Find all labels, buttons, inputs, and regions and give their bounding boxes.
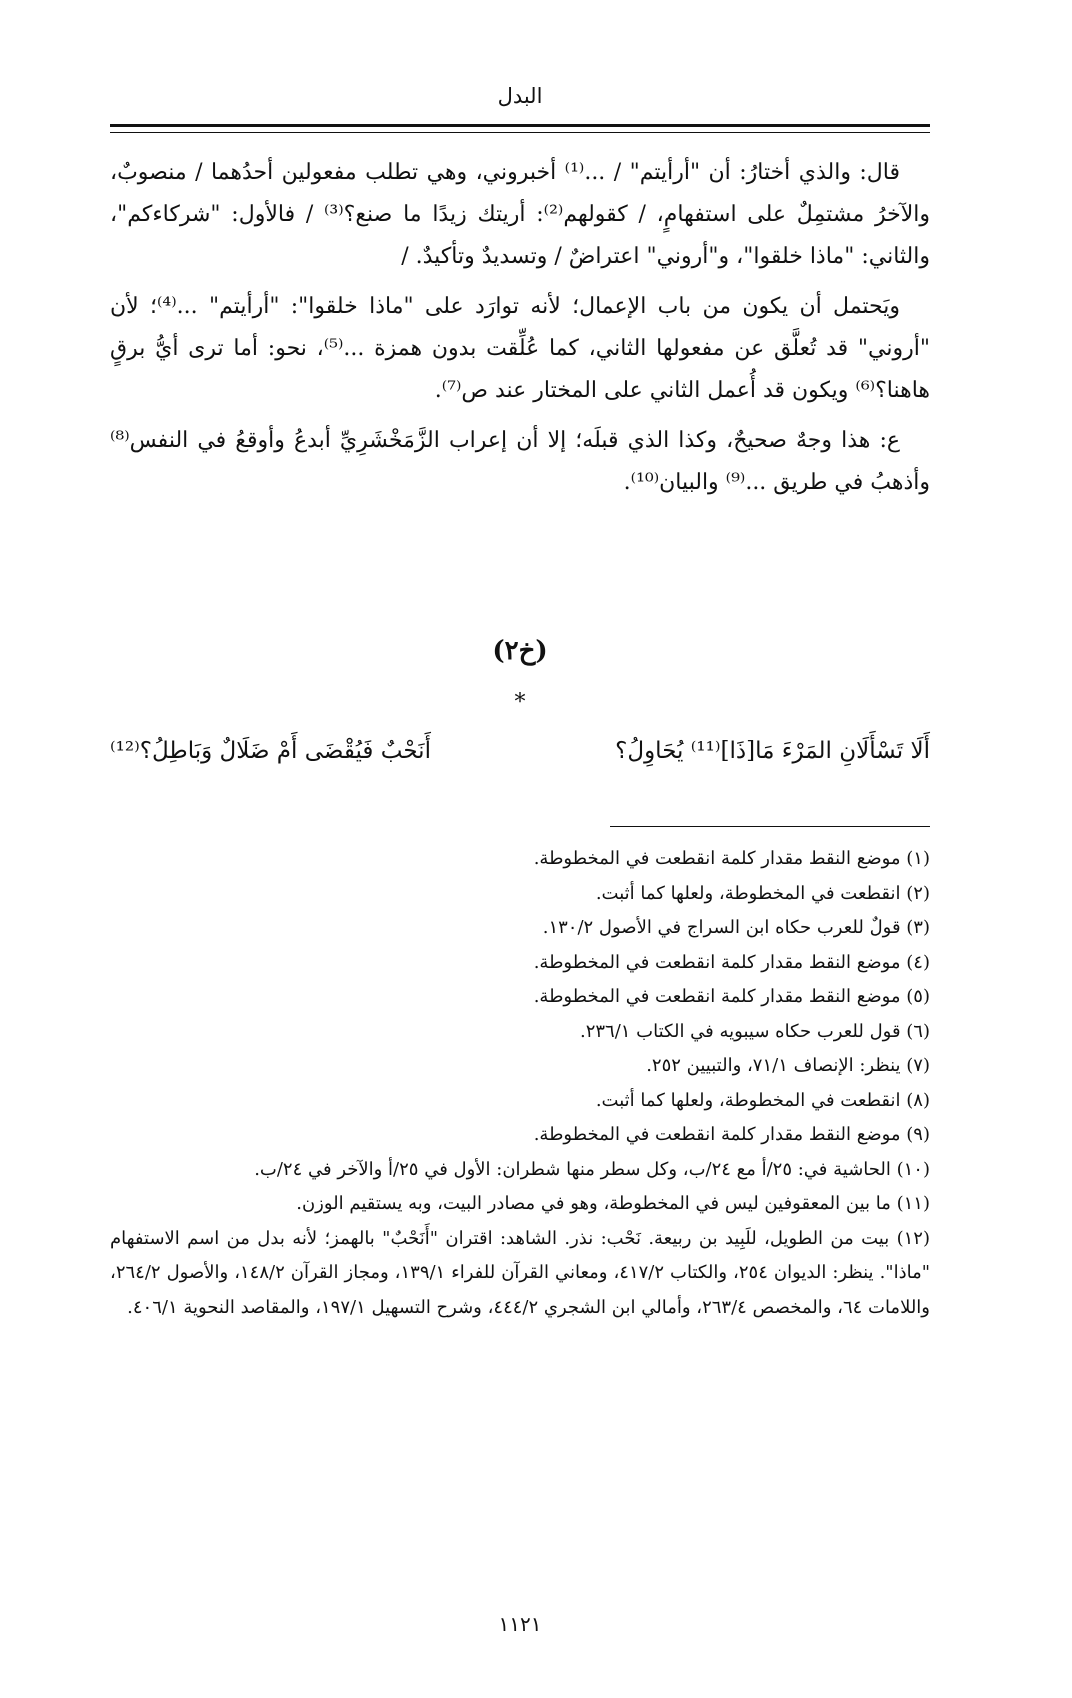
paragraph-2: ويَحتمل أن يكون من باب الإعمال؛ لأنه توارَد على "ماذا خلقوا": "أرأيتم" ...⁽⁴⁾؛ لأن "أروني" قد تُعلَّق عن مفعولها الثاني، كما عُلِّقت بدون همزة ...⁽⁵⁾، نحو: أما ترى أيُّ برقٍ هاهنا؟⁽⁶⁾ ويكون قد أُعمل الثاني على المختار عند ص⁽⁷⁾. xyxy=(110,294,930,403)
running-header-title: البدل xyxy=(497,84,543,108)
poetry-verse xyxy=(110,738,930,782)
footnote: (١٢) بيت من الطويل، للَبِيد بن ربيعة. نَحْب: نذر. الشاهد: اقتران "أَنَحْبٌ" بالهمز؛ لأنه بدل من اسم الاستفهام "ماذا". ينظر: الديوان ٢٥٤، والكتاب ٤١٧/٢، ومعاني القرآن للفراء ١٣٩/١، ومجاز القرآن ١٤٨/٢، والأصول ٢٦٤/٢، واللامات ٦٤، والمخصص ٢٦٣/٤، وأمالي ابن الشجري ٤٤٤/٢، وشرح التسهيل ١٩٧/١، والمقاصد النحوية ٤٠٦/١. xyxy=(110,1227,930,1318)
footnote: (١١) ما بين المعقوفين ليس في المخطوطة، وهو في مصادر البيت، وبه يستقيم الوزن. xyxy=(296,1193,930,1214)
verse-first-hemistich: أَلَا تَسْأَلَانِ المَرْءَ مَا[ذَا]⁽¹¹⁾ يُحَاوِلُ؟ xyxy=(615,738,930,764)
footnote: (٩) موضع النقط مقدار كلمة انقطعت في المخطوطة. xyxy=(533,1124,930,1145)
page-number: ١١٢١ xyxy=(498,1612,542,1636)
paragraph-1: قال: والذي أختارُ: أن "أرأيتم" / ...⁽¹⁾ أخبروني، وهي تطلب مفعولين أحدُهما / منصوبٌ، والآخرُ مشتمِلٌ على استفهامٍ، / كقولهم⁽²⁾: أريتك زيدًا ما صنع؟⁽³⁾ / فالأول: "شركاءكم"، والثاني: "ماذا خلقوا"، و"أروني" اعتراضٌ / وتسديدٌ وتأكيدٌ. / xyxy=(110,160,931,269)
footnote: (٥) موضع النقط مقدار كلمة انقطعت في المخطوطة. xyxy=(533,986,930,1007)
footnote-separator xyxy=(610,826,930,827)
asterisk-separator: * xyxy=(514,690,526,715)
footnote: (٧) ينظر: الإنصاف ٧١/١، والتبيين ٢٥٢. xyxy=(646,1055,930,1076)
verse-second-hemistich: أَنَحْبٌ فَيُقْضَى أَمْ ضَلَالٌ وَبَاطِلُ؟⁽¹²⁾ xyxy=(110,738,431,764)
footnote: (٣) قولٌ للعرب حكاه ابن السراج في الأصول ١٣٠/٢. xyxy=(542,917,930,938)
paragraph-3: ع: هذا وجهٌ صحيحٌ، وكذا الذي قبلَه؛ إلا أن إعراب الزَّمَخْشَرِيِّ أبدعُ وأوقعُ في النفس⁽⁸⁾ وأذهبُ في طريق ...⁽⁹⁾ والبيان⁽¹⁰⁾. xyxy=(110,428,930,495)
book-page xyxy=(110,0,930,1698)
main-text xyxy=(110,152,930,512)
footnotes xyxy=(110,842,930,1325)
header-rule-thin xyxy=(110,132,930,133)
header-rule-thick xyxy=(110,124,930,127)
section-mark: (خ٢) xyxy=(492,636,548,666)
footnote: (٤) موضع النقط مقدار كلمة انقطعت في المخطوطة. xyxy=(533,951,930,973)
footnote: (٨) انقطعت في المخطوطة، ولعلها كما أثبت. xyxy=(595,1089,930,1111)
footnote: (١) موضع النقط مقدار كلمة انقطعت في المخطوطة. xyxy=(533,848,930,869)
footnote: (٦) قول للعرب حكاه سيبويه في الكتاب ٢٣٦/١. xyxy=(579,1020,930,1042)
footnote: (١٠) الحاشية في: ٢٥/أ مع ٢٤/ب، وكل سطر منها شطران: الأول في ٢٥/أ والآخر في ٢٤/ب. xyxy=(254,1158,930,1180)
footnote: (٢) انقطعت في المخطوطة، ولعلها كما أثبت. xyxy=(595,882,930,904)
